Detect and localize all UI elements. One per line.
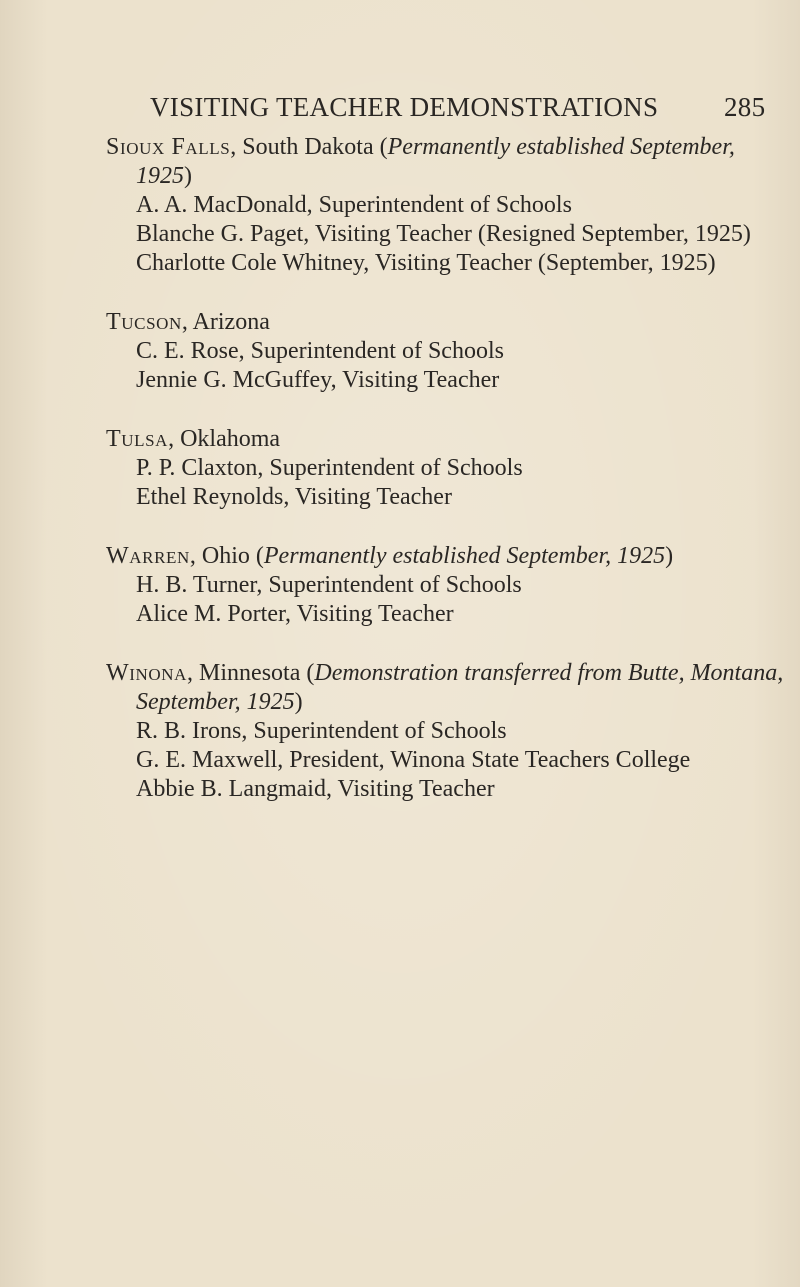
city-name: Tucson — [106, 309, 182, 335]
person-line: Ethel Reynolds, Visiting Teacher — [136, 484, 452, 510]
status-note: Demonstration transferred from Butte, Montana, September, 1925 — [136, 660, 784, 715]
entry-warren — [106, 542, 786, 629]
city-name: Tulsa — [106, 426, 169, 452]
state-name: , South Dakota — [230, 134, 380, 160]
note-open-paren: ( — [255, 543, 264, 569]
city-name: Winona — [106, 660, 188, 686]
note-open-paren: ( — [306, 660, 315, 686]
note-close-paren: ) — [665, 543, 674, 569]
state-name: , Arizona — [181, 309, 270, 335]
state-name: , Ohio — [189, 543, 256, 569]
entry-sioux-falls — [106, 133, 786, 278]
person-line: Abbie B. Langmaid, Visiting Teacher — [136, 776, 495, 802]
entry-heading — [106, 133, 786, 191]
demonstration-list — [106, 133, 786, 834]
entry-heading — [106, 308, 786, 337]
note-open-paren: ( — [379, 134, 388, 160]
note-close-paren: ) — [294, 689, 303, 715]
person-line: P. P. Claxton, Superintendent of Schools — [136, 455, 523, 481]
entry-heading — [106, 659, 786, 717]
person-line: H. B. Turner, Superintendent of Schools — [136, 572, 522, 598]
state-name: , Oklahoma — [168, 426, 281, 452]
running-head — [150, 92, 780, 132]
page-number: 285 — [724, 92, 766, 122]
entry-tucson — [106, 308, 786, 395]
state-name: , Minnesota — [187, 660, 307, 686]
person-line: Jennie G. McGuffey, Visiting Teacher — [136, 367, 500, 393]
entry-winona — [106, 659, 786, 804]
entry-heading — [106, 542, 786, 571]
running-head-title: VISITING TEACHER DEMONSTRATIONS — [150, 92, 659, 122]
city-name: Sioux Falls — [106, 134, 231, 160]
person-line: R. B. Irons, Superintendent of Schools — [136, 718, 507, 744]
person-line: A. A. MacDonald, Superintendent of Schools — [136, 192, 572, 218]
entry-heading — [106, 425, 786, 454]
city-name: Warren — [106, 543, 190, 569]
entry-tulsa — [106, 425, 786, 512]
note-close-paren: ) — [184, 163, 192, 189]
person-line: Blanche G. Paget, Visiting Teacher (Resigned September, 1925) — [136, 221, 751, 247]
status-note: Permanently established September, 1925 — [263, 543, 666, 569]
person-line: Alice M. Porter, Visiting Teacher — [136, 601, 454, 627]
person-line: Charlotte Cole Whitney, Visiting Teacher (September, 1925) — [136, 250, 716, 276]
person-line: C. E. Rose, Superintendent of Schools — [136, 338, 504, 364]
person-line: G. E. Maxwell, President, Winona State Teachers College — [136, 747, 691, 773]
status-note: Permanently established September, 1925 — [136, 134, 735, 189]
